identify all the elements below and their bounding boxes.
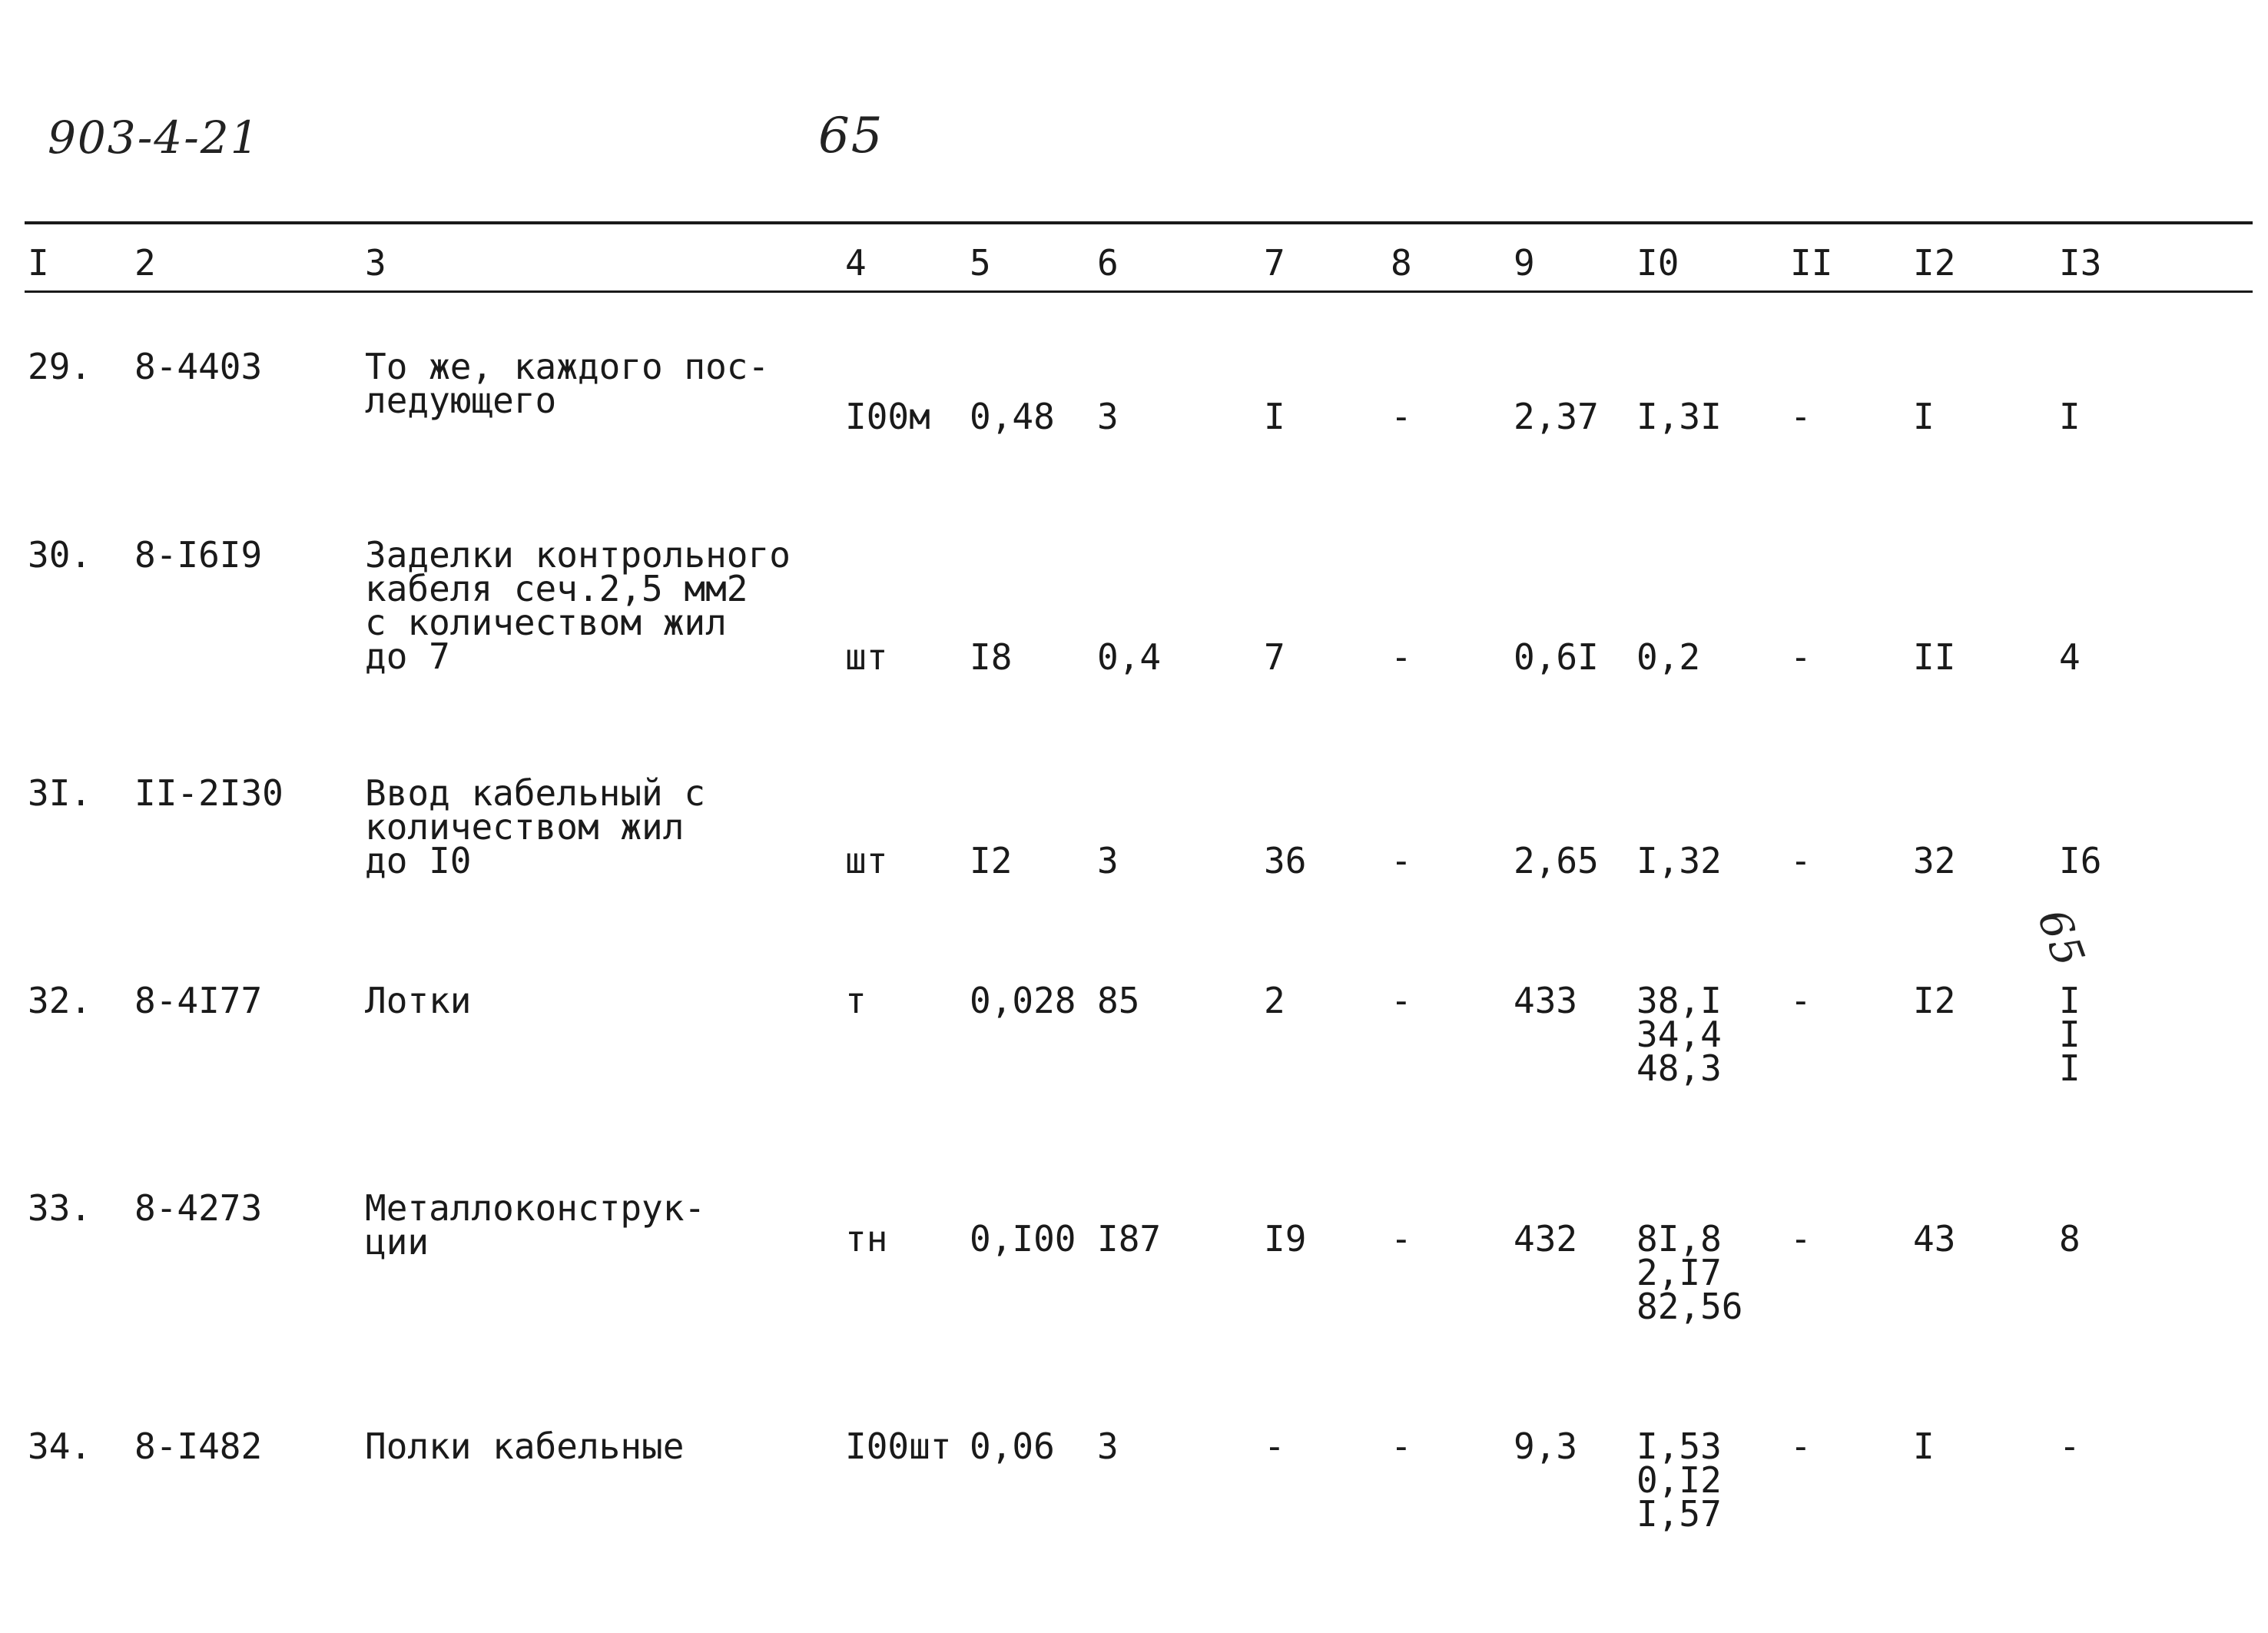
row-unit: I00м bbox=[845, 396, 930, 437]
row-col10-line: 34,4 bbox=[1636, 1014, 1722, 1055]
row-col10-line: 0,2 bbox=[1636, 636, 1701, 678]
row-description-line: с количеством жил bbox=[365, 602, 727, 643]
row-unit: т bbox=[845, 980, 867, 1021]
row-unit: I00шт bbox=[845, 1426, 952, 1467]
row-col13 bbox=[2059, 980, 2081, 1089]
row-description-line: до 7 bbox=[365, 636, 450, 677]
row-description-line: ледующего bbox=[365, 380, 557, 421]
row-col12: II bbox=[1913, 636, 1956, 678]
row-col10 bbox=[1636, 1426, 1722, 1535]
row-col7: - bbox=[1264, 1426, 1285, 1467]
row-description-line: Металлоконструк- bbox=[365, 1187, 706, 1229]
row-col11: - bbox=[1790, 840, 1812, 881]
row-col13-line: 8 bbox=[2059, 1218, 2081, 1260]
row-col12: I bbox=[1913, 1426, 1935, 1467]
column-header: 9 bbox=[1514, 242, 1535, 284]
row-col6: 3 bbox=[1097, 1426, 1119, 1467]
row-col5: 0,48 bbox=[970, 396, 1055, 437]
column-header: I3 bbox=[2059, 242, 2102, 284]
row-col10-line: I,57 bbox=[1636, 1493, 1722, 1535]
row-col13 bbox=[2059, 840, 2102, 881]
column-header: 3 bbox=[365, 242, 386, 284]
column-header: 8 bbox=[1391, 242, 1412, 284]
row-col10-line: I,3I bbox=[1636, 396, 1722, 437]
row-col13-line: - bbox=[2059, 1426, 2081, 1467]
row-col10-line: 82,56 bbox=[1636, 1286, 1743, 1327]
row-description-line: Заделки контрольного bbox=[365, 534, 791, 576]
row-col13-line: I bbox=[2059, 1014, 2081, 1055]
row-col8: - bbox=[1391, 396, 1412, 437]
row-col8: - bbox=[1391, 1218, 1412, 1260]
row-col9: 2,65 bbox=[1514, 840, 1599, 881]
row-col10-line: 8I,8 bbox=[1636, 1218, 1722, 1260]
row-col5: 0,028 bbox=[970, 980, 1076, 1021]
row-number: 34. bbox=[28, 1426, 92, 1467]
row-description bbox=[365, 1187, 706, 1263]
row-col13-line: 4 bbox=[2059, 636, 2081, 678]
row-col13-line: I bbox=[2059, 396, 2081, 437]
row-col12: I bbox=[1913, 396, 1935, 437]
column-header: I bbox=[28, 242, 49, 284]
row-col11: - bbox=[1790, 1218, 1812, 1260]
row-col13 bbox=[2059, 1218, 2081, 1260]
row-col13 bbox=[2059, 636, 2081, 678]
row-col10 bbox=[1636, 396, 1722, 437]
row-description-line: кабеля сеч.2,5 мм2 bbox=[365, 568, 748, 609]
row-code: 8-4403 bbox=[134, 346, 263, 387]
row-col13-line: I bbox=[2059, 1047, 2081, 1089]
row-col5: I8 bbox=[970, 636, 1013, 678]
row-col12: I2 bbox=[1913, 980, 1956, 1021]
row-col11: - bbox=[1790, 980, 1812, 1021]
row-col7: 7 bbox=[1264, 636, 1285, 678]
row-col6: I87 bbox=[1097, 1218, 1162, 1260]
row-description-line: количеством жил bbox=[365, 806, 685, 848]
row-col5: 0,I00 bbox=[970, 1218, 1076, 1260]
row-col10-line: 0,I2 bbox=[1636, 1459, 1722, 1501]
row-col5: 0,06 bbox=[970, 1426, 1055, 1467]
row-code: 8-I482 bbox=[134, 1426, 263, 1467]
row-col6: 0,4 bbox=[1097, 636, 1162, 678]
row-unit: шт bbox=[845, 840, 888, 881]
document-code: 903-4-21 bbox=[48, 111, 260, 164]
table-top-rule bbox=[25, 221, 2253, 224]
row-code: 8-I6I9 bbox=[134, 534, 263, 576]
row-col8: - bbox=[1391, 980, 1412, 1021]
row-description bbox=[365, 772, 706, 881]
row-col10-line: 48,3 bbox=[1636, 1047, 1722, 1089]
row-col5: I2 bbox=[970, 840, 1013, 881]
row-col9: 9,3 bbox=[1514, 1426, 1578, 1467]
column-header: 5 bbox=[970, 242, 991, 284]
column-header: 2 bbox=[134, 242, 156, 284]
row-description-line: Ввод кабельный с bbox=[365, 772, 706, 814]
row-col10 bbox=[1636, 980, 1722, 1089]
row-col9: 2,37 bbox=[1514, 396, 1599, 437]
row-description bbox=[365, 346, 770, 421]
row-col12: 32 bbox=[1913, 840, 1956, 881]
row-col10-line: 38,I bbox=[1636, 980, 1722, 1021]
table-header-rule bbox=[25, 290, 2253, 293]
row-description bbox=[365, 534, 791, 677]
column-header: 4 bbox=[845, 242, 867, 284]
column-header: I2 bbox=[1913, 242, 1956, 284]
row-number: 29. bbox=[28, 346, 92, 387]
row-unit: шт bbox=[845, 636, 888, 678]
row-col10 bbox=[1636, 840, 1722, 881]
row-col9: 0,6I bbox=[1514, 636, 1599, 678]
row-description bbox=[365, 980, 472, 1021]
row-col11: - bbox=[1790, 1426, 1812, 1467]
row-col6: 3 bbox=[1097, 840, 1119, 881]
row-code: II-2I30 bbox=[134, 772, 284, 814]
row-description-line: до I0 bbox=[365, 840, 472, 881]
row-col10 bbox=[1636, 1218, 1743, 1327]
row-col7: I bbox=[1264, 396, 1285, 437]
row-number: 33. bbox=[28, 1187, 92, 1229]
page-number: 65 bbox=[818, 108, 884, 164]
row-col12: 43 bbox=[1913, 1218, 1956, 1260]
row-col10-line: 2,I7 bbox=[1636, 1252, 1722, 1293]
column-header: I0 bbox=[1636, 242, 1679, 284]
row-col7: 2 bbox=[1264, 980, 1285, 1021]
row-description-line: Лотки bbox=[365, 980, 472, 1021]
row-col10-line: I,53 bbox=[1636, 1426, 1722, 1467]
row-col8: - bbox=[1391, 1426, 1412, 1467]
row-col8: - bbox=[1391, 636, 1412, 678]
row-col6: 85 bbox=[1097, 980, 1140, 1021]
row-col13 bbox=[2059, 1426, 2081, 1467]
row-col9: 432 bbox=[1514, 1218, 1578, 1260]
row-number: 30. bbox=[28, 534, 92, 576]
row-col9: 433 bbox=[1514, 980, 1578, 1021]
row-unit: тн bbox=[845, 1218, 888, 1260]
row-description-line: ции bbox=[365, 1221, 429, 1263]
column-header: 7 bbox=[1264, 242, 1285, 284]
row-col13 bbox=[2059, 396, 2081, 437]
row-description bbox=[365, 1426, 685, 1467]
row-col6: 3 bbox=[1097, 396, 1119, 437]
row-col13-line: I6 bbox=[2059, 840, 2102, 881]
row-col7: I9 bbox=[1264, 1218, 1307, 1260]
row-col8: - bbox=[1391, 840, 1412, 881]
row-col10 bbox=[1636, 636, 1701, 678]
row-code: 8-4I77 bbox=[134, 980, 263, 1021]
row-col13-line: I bbox=[2059, 980, 2081, 1021]
row-col11: - bbox=[1790, 396, 1812, 437]
margin-note: 65 bbox=[2027, 903, 2094, 974]
row-code: 8-4273 bbox=[134, 1187, 263, 1229]
column-header: 6 bbox=[1097, 242, 1119, 284]
row-number: 3I. bbox=[28, 772, 92, 814]
row-description-line: То же, каждого пос- bbox=[365, 346, 770, 387]
row-col7: 36 bbox=[1264, 840, 1307, 881]
row-col10-line: I,32 bbox=[1636, 840, 1722, 881]
column-header: II bbox=[1790, 242, 1833, 284]
row-col11: - bbox=[1790, 636, 1812, 678]
row-number: 32. bbox=[28, 980, 92, 1021]
row-description-line: Полки кабельные bbox=[365, 1426, 685, 1467]
